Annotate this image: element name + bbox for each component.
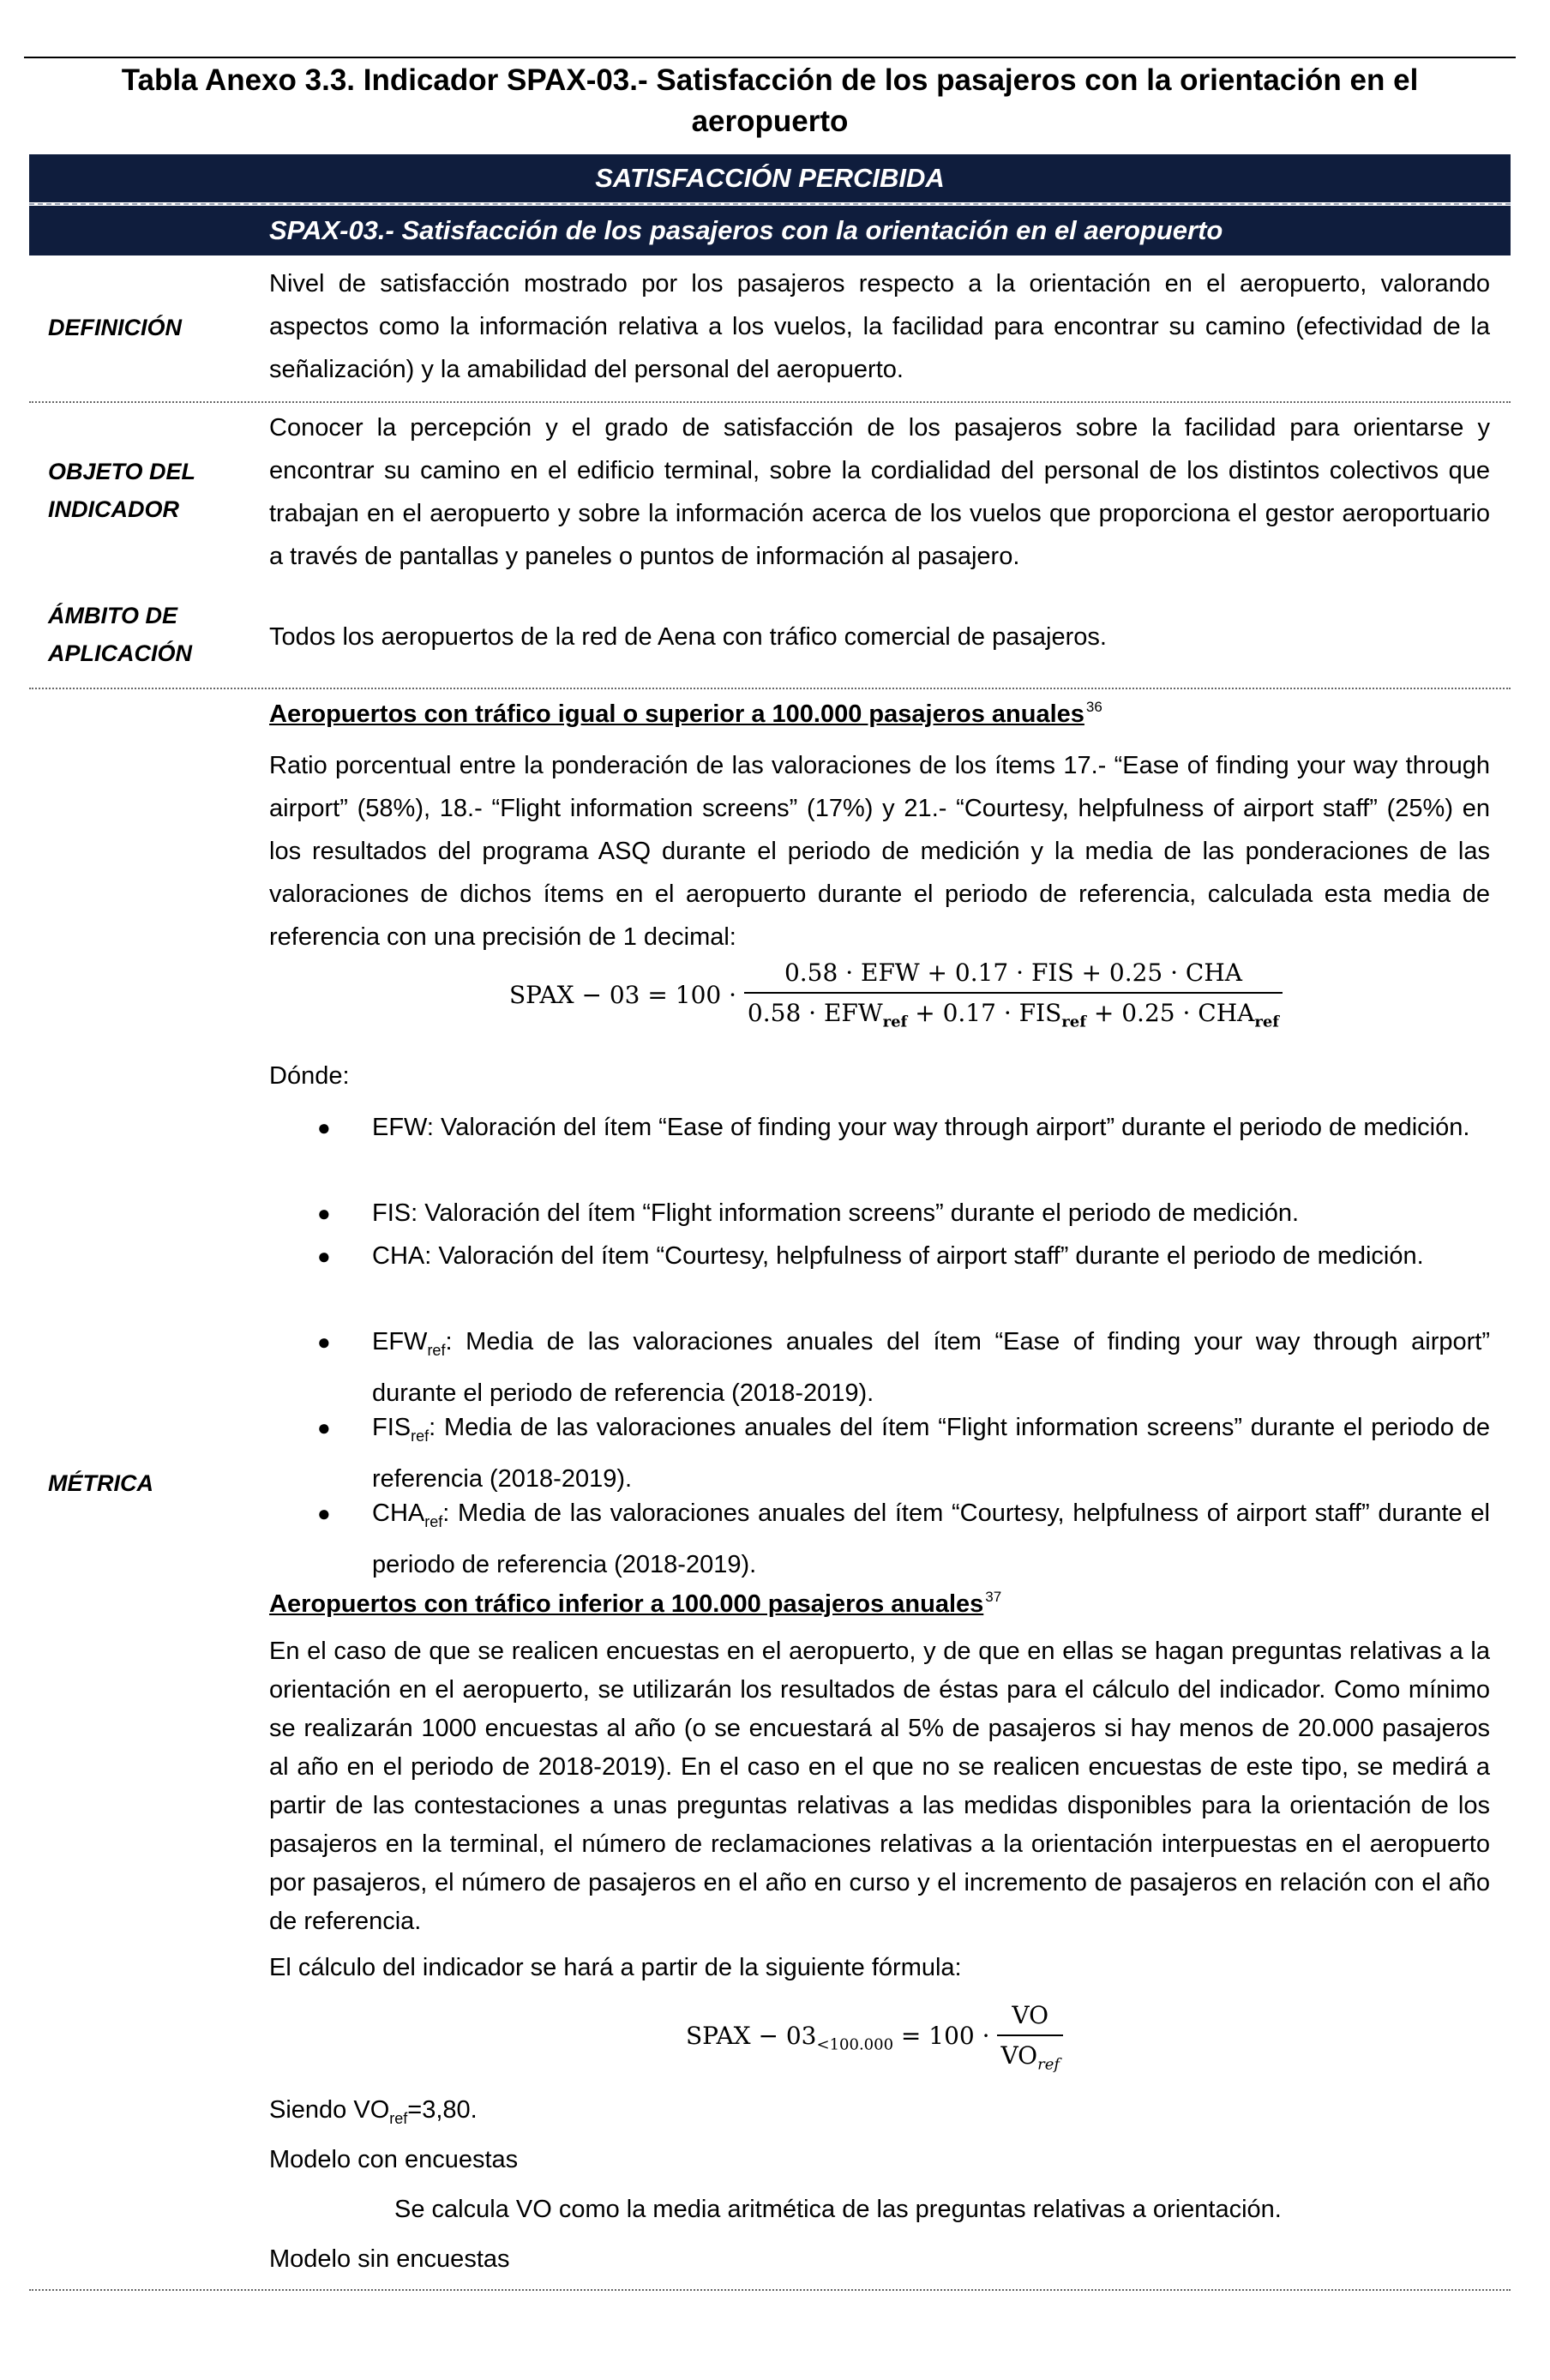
bottom-separator (29, 2289, 1511, 2291)
label-metrica: MÉTRICA (48, 1470, 153, 1496)
fis-ref-abbr: FIS (372, 1414, 412, 1441)
bullet-cha-ref (372, 1492, 1490, 1586)
formula-1-fraction (744, 959, 1283, 1031)
formula-2-lhs-sub: <100.000 (816, 2035, 894, 2054)
cha-ref-sub: ref (424, 1512, 443, 1530)
label-ambito (48, 597, 237, 672)
formula-2 (686, 2001, 1063, 2074)
modelo-con-encuestas: Modelo con encuestas (269, 2146, 519, 2173)
label-objeto-line2: INDICADOR (48, 496, 179, 522)
metrica-para-2: En el caso de que se realicen encuestas en el aeropuerto, y de que en ellas se hagan preguntas relativas a la orientación en el aeropuerto, se utilizarán los resultados de éstas para el cálculo del indicador. Como mínimo se realizarán 1000 encuestas al año (o se encuestará al 5% de pasajeros si hay menos de 20.000 pasajeros al año en el periodo de 2018-2019). En el caso en el que no se realicen encuestas de este tipo, se medirá a partir de las contestaciones a unas preguntas relativas a las medidas disponibles para la orientación de los pasajeros en la terminal, el número de reclamaciones relativas a la orientación interpuestas en el aeropuerto por pasajeros, el número de pasajeros en el año en curso y el incremento de pasajeros en relación con el año de referencia. (269, 1638, 1490, 1935)
formula-1-lhs: SPAX − 03 = 100 · (509, 980, 737, 1009)
formula-2-numerator: VO (997, 2001, 1063, 2036)
definicion-text: Nivel de satisfacción mostrado por los pasajeros respecto a la orientación en el aeropuerto, valorando aspectos como la información relativa a los vuelos, la facilidad para encontrar su camino (efectividad de la señalización) y la amabilidad del personal del aeropuerto. (269, 270, 1490, 383)
fis-ref-sub: ref (411, 1427, 430, 1445)
row-separator (29, 688, 1511, 689)
label-objeto-line1: OBJETO DEL (48, 459, 196, 484)
row-separator (29, 401, 1511, 403)
bullet-marker: ● (317, 1500, 331, 1526)
formula-1 (509, 959, 1283, 1031)
label-ambito-line2: APLICACIÓN (48, 640, 192, 666)
bullet-fis: FIS: Valoración del ítem “Flight information screens” durante el periodo de medición. (372, 1199, 1300, 1227)
efw-ref-sub: ref (427, 1341, 446, 1359)
label-ambito-line1: ÁMBITO DE (48, 603, 178, 628)
header-band-sub-text: SPAX-03.- Satisfacción de los pasajeros con la orientación en el aeropuerto (269, 215, 1223, 245)
den-sub-ref: ref (1061, 1013, 1086, 1031)
den-sub-ref: ref (882, 1013, 908, 1031)
siendo-a: Siendo VO (269, 2096, 390, 2124)
modelo-con-text: Se calcula VO como la media aritmética de las preguntas relativas a orientación. (394, 2196, 1282, 2223)
heading-2-text: Aeropuertos con tráfico inferior a 100.000 pasajeros anuales (269, 1590, 984, 1618)
siendo-line (269, 2089, 1490, 2140)
bullet-marker: ● (317, 1329, 331, 1355)
metrica-para-1: Ratio porcentual entre la ponderación de las valoraciones de los ítems 17.- “Ease of finding your way through airport” (58%), 18.- “Flight information screens” (17%) y 21.- “Courtesy, helpfulness of airport staff” (25%) en los resultados del programa ASQ durante el periodo de medición y la media de las ponderaciones de las valoraciones de dichos ítems en el aeropuerto durante el periodo de referencia, calculada esta media de referencia con una precisión de 1 decimal: (269, 752, 1490, 951)
formula-2-den-sub: ref (1037, 2055, 1060, 2074)
bullet-efw: EFW: Valoración del ítem “Ease of finding your way through airport” durante el periodo de medición. (372, 1114, 1470, 1141)
metrica-heading-2 (269, 1583, 1490, 1626)
donde-label: Dónde: (269, 1062, 350, 1090)
bullet-marker: ● (317, 1415, 331, 1440)
metrica-heading-1 (269, 693, 1490, 736)
efw-ref-text: : Media de las valoraciones anuales del ítem “Ease of finding your way through airport” durante el periodo de referencia (2018-2019). (372, 1328, 1490, 1407)
bullet-fis-ref (372, 1406, 1490, 1500)
formula-2-eq: = 100 · (893, 2021, 990, 2050)
footnote-ref-36: 36 (1085, 699, 1102, 715)
table-title (24, 60, 1516, 142)
den-term-efw: 0.58 · EFW (747, 999, 883, 1027)
formula-1-numerator: 0.58 · EFW + 0.17 · FIS + 0.25 · CHA (744, 959, 1283, 994)
bullet-efw-ref (372, 1320, 1490, 1415)
bullet-marker: ● (317, 1115, 331, 1140)
bullet-marker: ● (317, 1200, 331, 1226)
formula-2-denominator (997, 2036, 1063, 2074)
formula-2-lhs (686, 2021, 990, 2054)
objeto-text: Conocer la percepción y el grado de satisfacción de los pasajeros sobre la facilidad para orientarse y encontrar su camino en el edificio terminal, sobre la cordialidad del personal de los distintos colectivos que trabajan en el aeropuerto y sobre la información acerca de los vuelos que proporciona el gestor aeroportuario a través de pantallas y paneles o puntos de información al pasajero. (269, 414, 1490, 570)
efw-ref-abbr: EFW (372, 1328, 428, 1355)
modelo-sin-encuestas: Modelo sin encuestas (269, 2245, 510, 2273)
den-sub-ref: ref (1254, 1013, 1280, 1031)
cha-ref-abbr: CHA (372, 1500, 425, 1527)
label-objeto (48, 453, 237, 528)
bullet-cha: CHA: Valoración del ítem “Courtesy, helpfulness of airport staff” durante el periodo de medición. (372, 1242, 1424, 1270)
ambito-text: Todos los aeropuertos de la red de Aena con tráfico comercial de pasajeros. (269, 623, 1107, 651)
header-band-main: SATISFACCIÓN PERCIBIDA (29, 154, 1511, 202)
den-term-cha: + 0.25 · CHA (1085, 999, 1255, 1027)
cha-ref-text: : Media de las valoraciones anuales del ítem “Courtesy, helpfulness of airport staff” durante el periodo de referencia (2018-2019). (372, 1500, 1490, 1578)
metrica-para-3: El cálculo del indicador se hará a partir de la siguiente fórmula: (269, 1954, 962, 1981)
heading-1-text: Aeropuertos con tráfico igual o superior a 100.000 pasajeros anuales (269, 700, 1084, 728)
bullet-marker: ● (317, 1243, 331, 1269)
formula-2-lhs-text: SPAX − 03 (686, 2021, 817, 2050)
band-separator (29, 203, 1511, 205)
fis-ref-text: : Media de las valoraciones anuales del ítem “Flight information screens” durante el periodo de referencia (2018-2019). (372, 1414, 1490, 1493)
den-term-fis: + 0.17 · FIS (907, 999, 1062, 1027)
top-rule (24, 57, 1516, 58)
title-line-2: aeropuerto (691, 105, 849, 138)
title-line-1: Tabla Anexo 3.3. Indicador SPAX-03.- Satisfacción de los pasajeros con la orientación en el (121, 63, 1419, 97)
formula-2-den-text: VO (1000, 2041, 1038, 2070)
siendo-sub: ref (389, 2109, 408, 2127)
header-band-sub (29, 206, 1511, 255)
formula-2-fraction (997, 2001, 1063, 2074)
label-definicion: DEFINICIÓN (48, 315, 183, 340)
siendo-b: =3,80. (407, 2096, 478, 2124)
footnote-ref-37: 37 (985, 1589, 1002, 1605)
formula-1-denominator (744, 994, 1283, 1031)
